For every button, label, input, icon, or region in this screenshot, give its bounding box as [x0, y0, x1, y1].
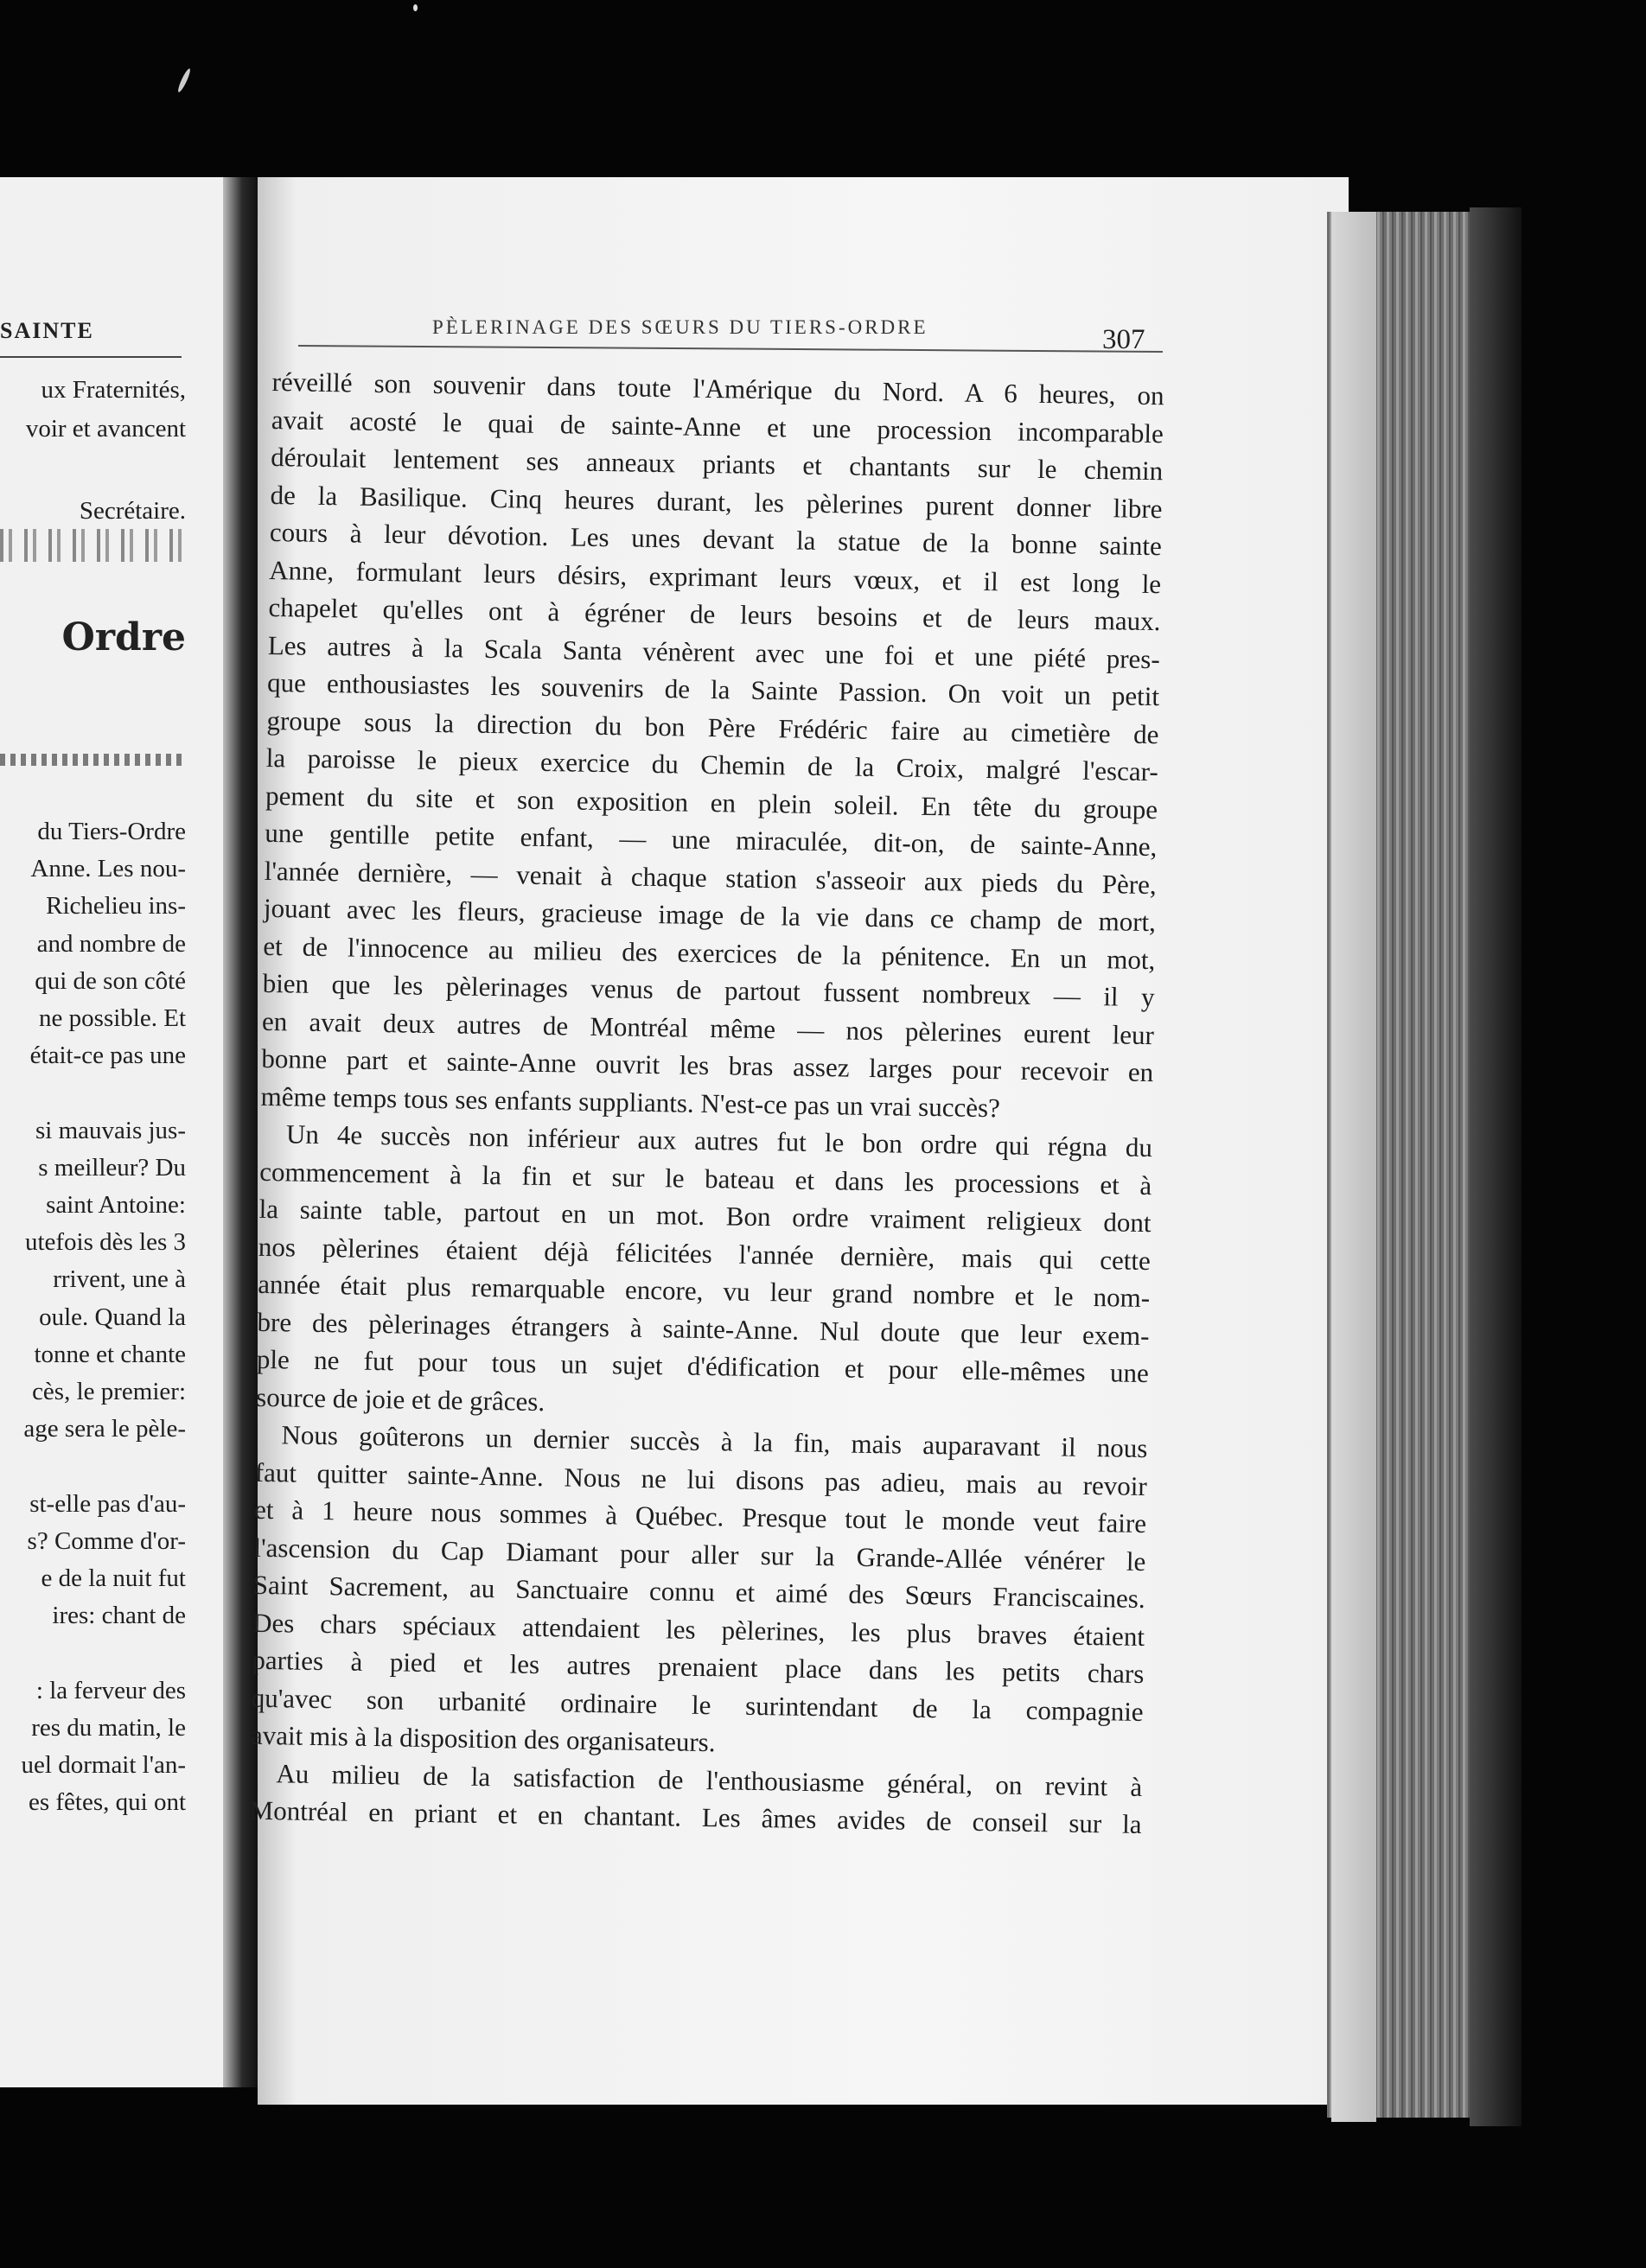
left-text-line: Richelieu ins- [46, 892, 186, 921]
body-text-line: l'ascension du Cap Diamant pour aller sur la Grande-Allée vénérer le [253, 1532, 1146, 1577]
body-text-line: cours à leur dévotion. Les unes devant la statue de la bonne sainte [269, 516, 1163, 562]
left-header-rule [0, 356, 182, 358]
body-text-line: une gentille petite enfant, — une miraculée, dit-on, de sainte-Anne, [265, 817, 1158, 863]
left-text-line: tonne et chante [34, 1340, 186, 1368]
left-text-line: s meilleur? Du [38, 1153, 186, 1182]
body-text-line: faut quitter sainte-Anne. Nous ne lui disons pas adieu, mais au revoir [254, 1456, 1147, 1501]
left-text-line: ne possible. Et [39, 1004, 186, 1032]
left-text-line: si mauvais jus- [35, 1116, 186, 1144]
left-text-line: Secrétaire. [79, 497, 186, 525]
body-text-line: et à 1 heure nous sommes à Québec. Presque tout le monde veut faire [253, 1494, 1147, 1539]
body-text-line: Des chars spéciaux attendaient les pèlerines, les plus braves étaient [252, 1607, 1145, 1652]
left-text-line: utefois dès les 3 [24, 1228, 186, 1257]
body-text-line: Saint Sacrement, au Sanctuaire connu et aimé des Sœurs Franciscaines. [252, 1569, 1145, 1615]
left-text-line: e de la nuit fut [41, 1564, 186, 1592]
body-text-line: Anne, formulant leurs désirs, exprimant leurs vœux, et il est long le [268, 554, 1162, 599]
left-text-line: ux Fraternités, [41, 376, 186, 404]
body-text-line: commencement à la fin et sur le bateau et dans les processions et à [259, 1156, 1152, 1201]
body-text-line: Montréal en priant et en chantant. Les âmes avides de conseil sur la [249, 1794, 1142, 1840]
body-text-line: de la Basilique. Cinq heures durant, les pèlerines purent donner libre [270, 479, 1163, 524]
body-text [249, 363, 1164, 1844]
body-text-line: bonne part et sainte-Anne ouvrit les bras assez larges pour recevoir en [261, 1042, 1154, 1088]
left-running-head: SAINTE [0, 318, 94, 343]
left-text-line: était-ce pas une [29, 1042, 186, 1070]
body-text-line: bien que les pèlerinages venus de partout fussent nombreux — il y [262, 967, 1155, 1013]
body-text-line: chapelet qu'elles ont à égréner de leurs besoins et de leurs maux. [268, 591, 1161, 637]
body-text-line: et de l'innocence au milieu des exercices de la pénitence. En un mot, [263, 930, 1156, 975]
page-number: 307 [1102, 324, 1145, 355]
body-text-line: qu'avec son urbanité ordinaire le surintendant de la compagnie [251, 1682, 1144, 1727]
left-text-line: qui de son côté [35, 966, 186, 995]
body-text-line: avait mis à la disposition des organisateurs. [250, 1719, 716, 1758]
body-text-line: en avait deux autres de Montréal même — nos pèlerines eurent leur [261, 1005, 1155, 1050]
page-edge-highlight [1331, 212, 1376, 2122]
left-text-line: s? Comme d'or- [27, 1526, 186, 1555]
left-text-line: rrivent, une à [53, 1265, 186, 1294]
body-text-line: réveillé son souvenir dans toute l'Amérique du Nord. A 6 heures, on [271, 366, 1164, 411]
body-text-line: la sainte table, partout en un mot. Bon ordre vraiment religieux dont [258, 1193, 1152, 1239]
left-text-line: voir et avancent [25, 415, 186, 443]
body-text-line: que enthousiastes les souvenirs de la Sainte Passion. On voit un petit [266, 666, 1160, 712]
scan-speck [413, 4, 418, 11]
body-text-line: avait acosté le quai de sainte-Anne et une procession incomparable [271, 404, 1164, 449]
body-text-line: nos pèlerines étaient déjà félicitées l'année dernière, mais qui cette [258, 1231, 1152, 1276]
body-text-line: bre des pèlerinages étrangers à sainte-Anne. Nul doute que leur exem- [257, 1306, 1150, 1351]
body-text-line: source de joie et de grâces. [255, 1381, 545, 1417]
left-text-line: res du matin, le [31, 1713, 186, 1742]
body-text-line: la paroisse le pieux exercice du Chemin de la Croix, malgré l'escar- [265, 742, 1158, 787]
left-text-line: Anne. Les nou- [30, 855, 186, 883]
left-text-line: cès, le premier: [32, 1378, 186, 1405]
body-text-line: année était plus remarquable encore, vu leur grand nombre et le nom- [257, 1268, 1151, 1314]
body-text-line: Un 4e succès non inférieur aux autres fut le bon ordre qui régna du [285, 1118, 1153, 1163]
running-head: PÈLERINAGE DES SŒURS DU TIERS-ORDRE [432, 316, 928, 338]
left-section-title: Ordre [61, 615, 186, 659]
left-text-line: es fêtes, qui ont [28, 1788, 186, 1817]
left-text-line: uel dormait l'an- [21, 1751, 186, 1779]
left-text-line: st-elle pas d'au- [29, 1489, 186, 1518]
decorative-ornament-rule [0, 754, 186, 766]
body-text-line: pement du site et son exposition en plein soleil. En tête du groupe [265, 780, 1158, 825]
left-text-line: ires: chant de [52, 1602, 186, 1630]
body-text-line: parties à pied et les autres prenaient place dans les petits chars [252, 1644, 1145, 1690]
left-text-line: oule. Quand la [39, 1303, 186, 1331]
body-text-line: Au milieu de la satisfaction de l'enthousiasme général, on revint à [276, 1757, 1143, 1802]
left-text-line: : la ferveur des [35, 1676, 186, 1704]
body-text-line: Nous goûterons un dernier succès à la fin, mais auparavant il nous [281, 1419, 1148, 1464]
left-text-line: age sera le pèle- [23, 1415, 186, 1443]
decorative-ornament-band [0, 529, 186, 562]
scan-speck [176, 67, 192, 93]
body-text-line: jouant avec les fleurs, gracieuse image de la vie dans ce champ de mort, [263, 892, 1157, 938]
left-text-line: and nombre de [36, 929, 186, 958]
left-text-line: du Tiers-Ordre [37, 818, 186, 845]
left-text-line: saint Antoine: [46, 1191, 186, 1219]
body-text-line: l'année dernière, — venait à chaque station s'asseoir aux pieds du Père, [264, 855, 1157, 900]
body-text-line: Les autres à la Scala Santa vénèrent avec une foi et une piété pres- [267, 629, 1161, 674]
body-text-line: ple ne fut pour tous un sujet d'édification et pour elle-mêmes une [256, 1343, 1150, 1389]
body-text-line: même temps tous ses enfants suppliants. N'est-ce pas un vrai succès? [260, 1080, 1001, 1123]
body-text-line: groupe sous la direction du bon Père Frédéric faire au cimetière de [266, 704, 1159, 749]
body-text-line: déroulait lentement ses anneaux priants et chantants sur le chemin [271, 441, 1164, 487]
book-cover-edge [1470, 207, 1522, 2126]
